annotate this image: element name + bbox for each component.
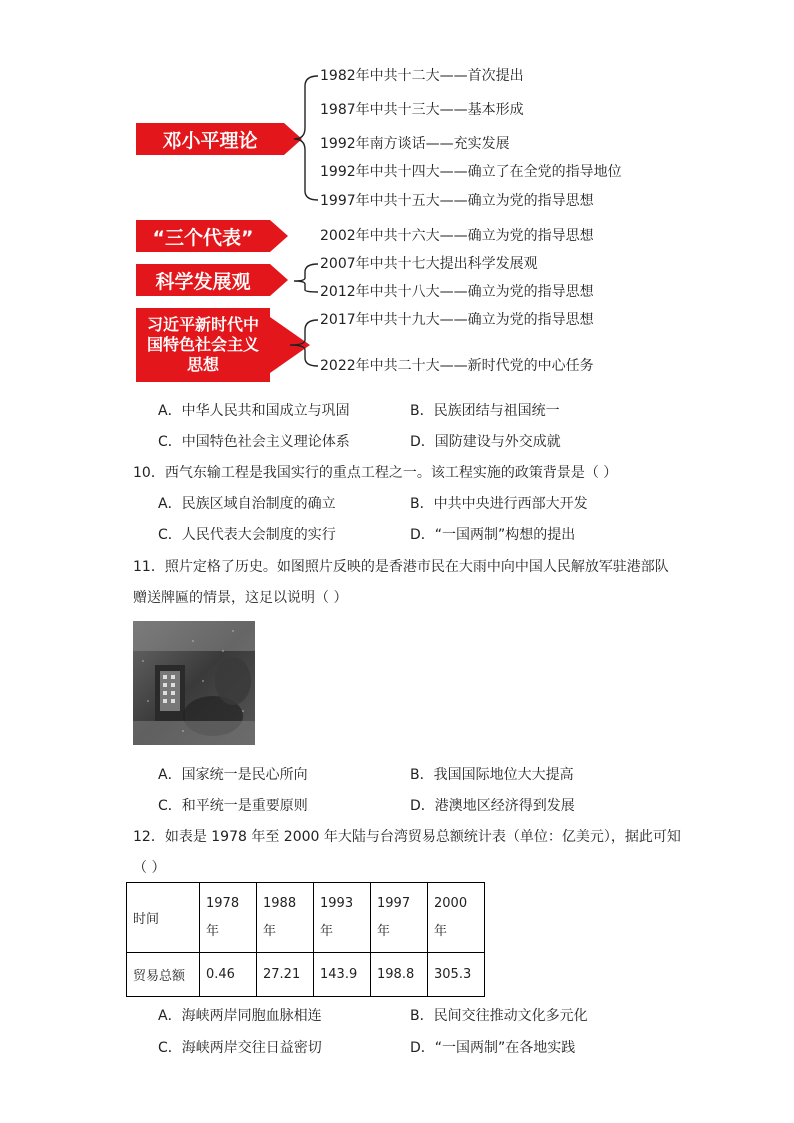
table-row [127,883,485,953]
category-label-line: 思想 [186,355,219,374]
table-value-cell: 0.46 [200,953,257,997]
table-year-cell [314,883,371,953]
year-number: 1997 [377,895,411,911]
table-year-cell [371,883,428,953]
option-d[interactable]: D．国防建设与外交成就 [410,434,561,450]
year-unit: 年 [263,923,277,939]
branch-item: 1987年中共十三大——基本形成 [320,102,524,118]
option-c[interactable]: C．人民代表大会制度的实行 [158,527,336,543]
table-value-cell: 143.9 [314,953,371,997]
trade-table [126,882,485,997]
table-year-cell [257,883,314,953]
question-stem-line: 11．照片定格了历史。如图照片反映的是香港市民在大雨中向中国人民解放军驻港部队 [133,559,669,575]
branch-item: 1997年中共十五大——确立为党的指导思想 [320,193,594,209]
branch-item: 2017年中共十九大——确立为党的指导思想 [320,312,594,328]
option-d[interactable]: D．港澳地区经济得到发展 [410,798,575,814]
table-row-label: 贸易总额 [127,953,200,997]
option-a[interactable]: A．民族区域自治制度的确立 [158,496,336,512]
year-number: 1993 [320,895,354,911]
option-c[interactable]: C．和平统一是重要原则 [158,798,308,814]
category-label-line: 习近平新时代中 [146,315,259,334]
option-a[interactable]: A．中华人民共和国成立与巩固 [158,403,350,419]
year-unit: 年 [434,923,448,939]
table-year-cell [200,883,257,953]
branch-item: 1982年中共十二大——首次提出 [320,68,524,84]
year-unit: 年 [206,923,220,939]
option-d[interactable]: D．“一国两制”在各地实践 [410,1040,576,1056]
branch-item: 2012年中共十八大——确立为党的指导思想 [320,284,594,300]
question-stem-line: 12．如表是 1978 年至 2000 年大陆与台湾贸易总额统计表（单位：亿美元），据此可知 [133,829,681,845]
category-label: 邓小平理论 [162,129,258,152]
option-b[interactable]: B．民间交往推动文化多元化 [410,1008,588,1024]
year-number: 1978 [206,895,240,911]
historical-photo [133,621,255,745]
branch-item: 1992年南方谈话——充实发展 [320,136,510,152]
table-header-cell: 时间 [127,883,200,953]
option-b[interactable]: B．我国国际地位大大提高 [410,767,574,783]
table-value-cell: 198.8 [371,953,428,997]
option-a[interactable]: A．海峡两岸同胞血脉相连 [158,1008,322,1024]
branch-item: 2022年中共二十大——新时代党的中心任务 [320,358,594,374]
category-label: “三个代表” [152,226,254,249]
branch-item: 1992年中共十四大——确立了在全党的指导地位 [320,164,622,180]
year-unit: 年 [377,923,391,939]
option-b[interactable]: B．中共中央进行西部大开发 [410,496,588,512]
table-value-cell: 27.21 [257,953,314,997]
table-year-cell [428,883,485,953]
year-unit: 年 [320,923,334,939]
branch-item: 2007年中共十七大提出科学发展观 [320,256,538,272]
option-a[interactable]: A．国家统一是民心所向 [158,767,308,783]
branch-item: 2002年中共十六大——确立为党的指导思想 [320,228,594,244]
table-row [127,953,485,997]
year-number: 2000 [434,895,468,911]
table-value-cell: 305.3 [428,953,485,997]
question-stem-line: 赠送牌匾的情景，这足以说明（ ） [133,590,348,606]
category-label-line: 国特色社会主义 [146,335,259,354]
category-label: 科学发展观 [155,270,251,293]
question-stem-line: （ ） [133,860,166,876]
question-stem: 10．西气东输工程是我国实行的重点工程之一。该工程实施的政策背景是（ ） [133,465,618,481]
option-b[interactable]: B．民族团结与祖国统一 [410,403,560,419]
year-number: 1988 [263,895,297,911]
option-d[interactable]: D．“一国两制”构想的提出 [410,527,576,543]
option-c[interactable]: C．海峡两岸交往日益密切 [158,1040,322,1056]
option-c[interactable]: C．中国特色社会主义理论体系 [158,434,350,450]
